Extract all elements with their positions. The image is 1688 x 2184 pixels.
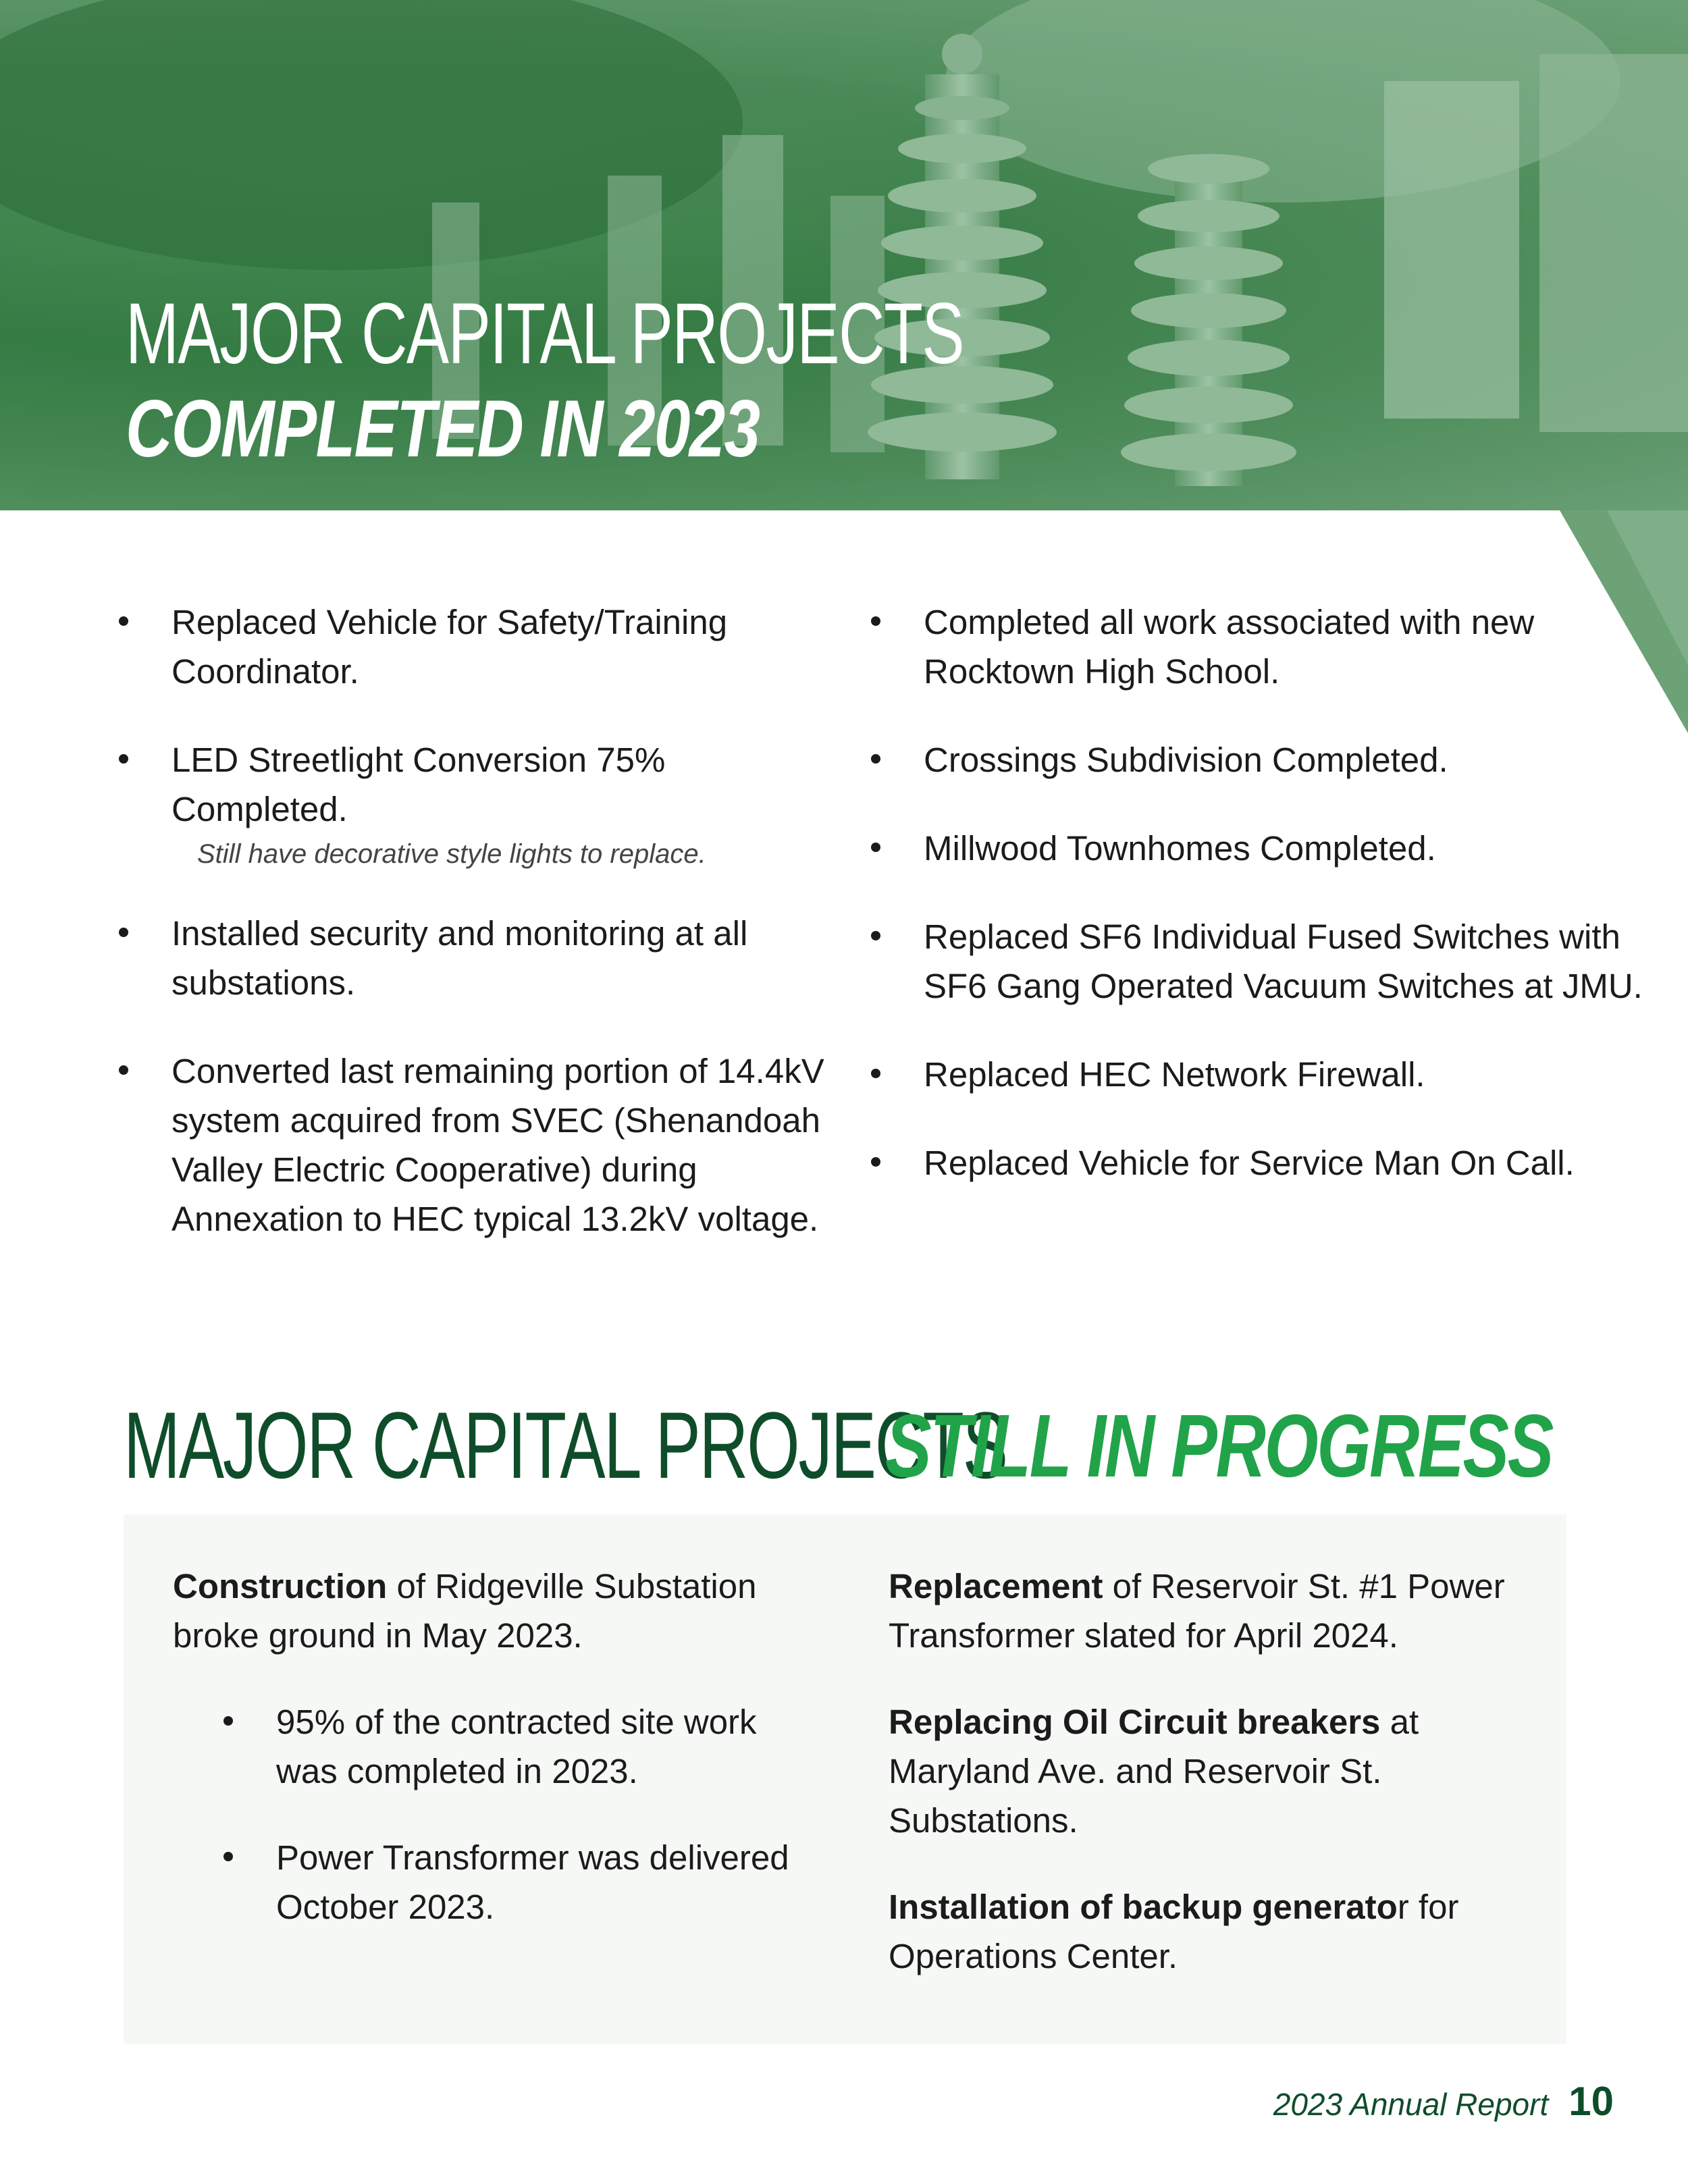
hero-banner	[0, 0, 1688, 510]
list-item: Completed all work associated with new Rocktown High School.	[871, 597, 1647, 696]
section-heading-in-progress	[124, 1391, 1553, 1500]
in-progress-left	[173, 1562, 814, 1969]
page-number: 10	[1568, 2079, 1614, 2124]
sub-bullet-list	[223, 1697, 814, 1932]
list-item-note: Still have decorative style lights to replace.	[197, 839, 706, 869]
in-progress-right	[889, 1562, 1537, 2018]
page-footer	[1273, 2078, 1614, 2125]
report-name: 2023 Annual Report	[1273, 2087, 1549, 2122]
paragraph: Replacing Oil Circuit breakers at Maryland Ave. and Reservoir St. Substations.	[889, 1703, 1419, 1840]
list-item: Replaced HEC Network Firewall.	[871, 1050, 1647, 1099]
list-item: Installed security and monitoring at all substations.	[119, 909, 828, 1007]
heading-bold: STILL IN PROGRESS	[885, 1396, 1553, 1495]
list-item: 95% of the contracted site work was completed in 2023.	[223, 1697, 814, 1796]
in-progress-panel	[124, 1514, 1566, 2044]
bullet-icon	[119, 1065, 128, 1075]
paragraph: Replacement of Reservoir St. #1 Power Transformer slated for April 2024.	[889, 1567, 1505, 1655]
bullet-icon	[871, 931, 880, 940]
bullet-icon	[871, 1069, 880, 1078]
heading-plain: MAJOR CAPITAL PROJECTS	[124, 1392, 1007, 1498]
bullet-icon	[871, 616, 880, 626]
list-item: Power Transformer was delivered October 2023.	[223, 1833, 814, 1932]
bullet-icon	[119, 616, 128, 626]
page-title	[126, 287, 1258, 475]
bullet-icon	[871, 754, 880, 764]
list-item: LED Streetlight Conversion 75% Completed. Still have decorative style lights to replace.	[119, 735, 828, 870]
list-item: Replaced Vehicle for Safety/Training Coordinator.	[119, 597, 828, 696]
bullet-icon	[223, 1716, 233, 1726]
list-item: Converted last remaining portion of 14.4kV system acquired from SVEC (Shenandoah Valley Electric Cooperative) during Annexation to HEC typical 13.2kV voltage.	[119, 1046, 828, 1244]
title-line-1: MAJOR CAPITAL PROJECTS	[126, 286, 964, 382]
bullet-icon	[223, 1852, 233, 1861]
bullet-icon	[871, 1157, 880, 1167]
bullet-icon	[871, 843, 880, 852]
paragraph: Construction of Ridgeville Substation broke ground in May 2023.	[173, 1567, 757, 1655]
list-item: Replaced SF6 Individual Fused Switches with SF6 Gang Operated Vacuum Switches at JMU.	[871, 912, 1647, 1011]
paragraph: Installation of backup generator for Operations Center.	[889, 1888, 1459, 1975]
completed-list-left	[119, 597, 828, 1283]
list-item: Millwood Townhomes Completed.	[871, 824, 1647, 873]
list-item: Replaced Vehicle for Service Man On Call.	[871, 1138, 1647, 1188]
completed-list-right	[871, 597, 1647, 1227]
list-item: Crossings Subdivision Completed.	[871, 735, 1647, 784]
bullet-icon	[119, 928, 128, 937]
bullet-icon	[119, 754, 128, 764]
title-line-2: COMPLETED IN 2023	[126, 383, 760, 474]
